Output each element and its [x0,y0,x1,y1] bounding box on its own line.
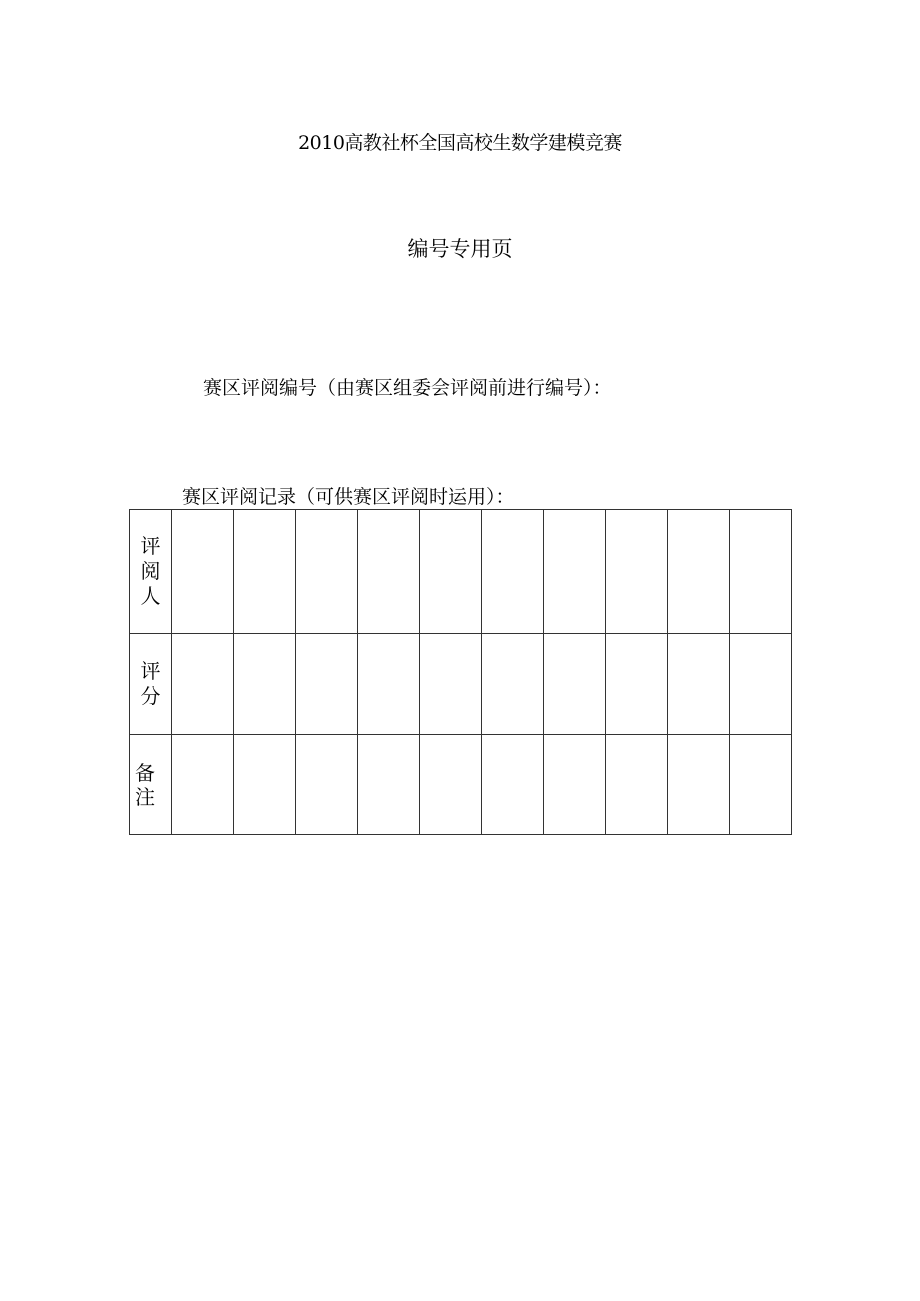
notes-cell[interactable] [420,735,482,835]
score-cell[interactable] [296,634,358,735]
reviewer-cell[interactable] [482,510,544,634]
score-cell[interactable] [172,634,234,735]
notes-cell[interactable] [730,735,792,835]
score-cell[interactable] [234,634,296,735]
notes-cell[interactable] [606,735,668,835]
numbering-label: 赛区评阅编号（由赛区组委会评阅前进行编号）： [203,377,612,399]
reviewer-cell[interactable] [420,510,482,634]
notes-cell[interactable] [172,735,234,835]
score-cell[interactable] [420,634,482,735]
row-header-char: 注 [135,784,155,809]
table-row-score [130,634,792,735]
notes-cell[interactable] [482,735,544,835]
row-header-char: 备 [135,760,155,785]
score-cell[interactable] [730,634,792,735]
notes-cell[interactable] [668,735,730,835]
notes-cell[interactable] [544,735,606,835]
row-header-char: 阅 [140,559,161,583]
reviewer-cell[interactable] [606,510,668,634]
row-header-score [130,634,172,735]
record-label: 赛区评阅记录（可供赛区评阅时运用）： [182,486,515,508]
notes-cell[interactable] [296,735,358,835]
row-header-char: 人 [140,584,161,608]
reviewer-cell[interactable] [730,510,792,634]
table-row-reviewer [130,510,792,634]
row-header-notes [130,735,172,835]
score-cell[interactable] [606,634,668,735]
row-header-char: 分 [140,684,161,708]
score-cell[interactable] [482,634,544,735]
score-cell[interactable] [668,634,730,735]
record-table [129,509,792,835]
reviewer-cell[interactable] [358,510,420,634]
notes-cell[interactable] [234,735,296,835]
reviewer-cell[interactable] [668,510,730,634]
score-cell[interactable] [358,634,420,735]
row-header-char: 评 [140,534,161,558]
reviewer-cell[interactable] [234,510,296,634]
reviewer-cell[interactable] [172,510,234,634]
score-cell[interactable] [544,634,606,735]
page-heading: 编号专用页 [407,237,513,261]
row-header-char: 评 [140,659,161,683]
competition-title: 2010高教社杯全国高校生数学建模竞赛 [298,132,622,154]
table-row-notes [130,735,792,835]
row-header-reviewer [130,510,172,634]
reviewer-cell[interactable] [544,510,606,634]
reviewer-cell[interactable] [296,510,358,634]
notes-cell[interactable] [358,735,420,835]
